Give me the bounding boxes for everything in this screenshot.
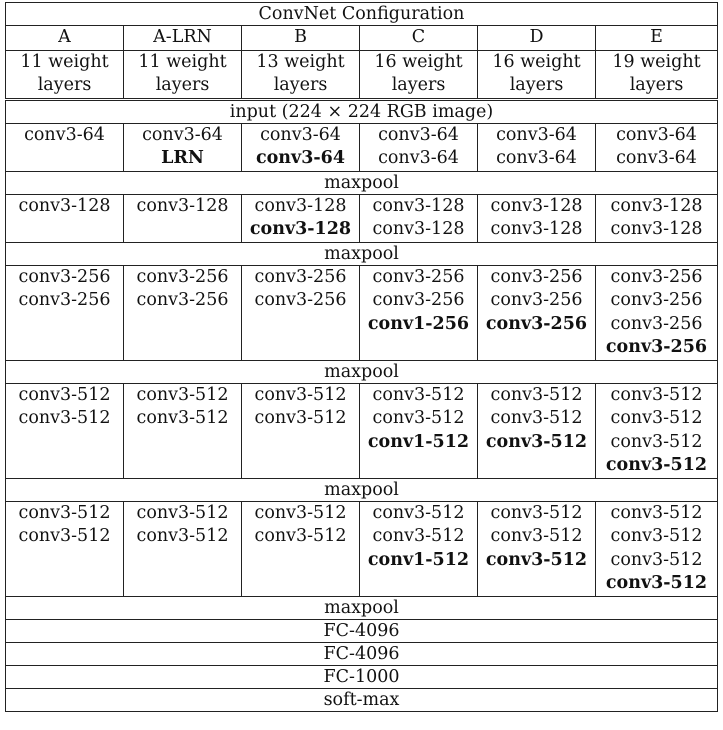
layer-cell-a [6, 123, 124, 171]
layer-name: conv3-512 [136, 526, 229, 546]
layer-cell-c [360, 265, 478, 360]
maxpool-row [6, 242, 718, 265]
layer-cell-d [478, 265, 596, 360]
layer-name: conv3-64 [496, 124, 577, 145]
layer-name: conv3-64 [496, 148, 577, 168]
layer-name: conv3-256 [18, 290, 111, 310]
added-layer: conv3-512 [485, 431, 588, 452]
config-name-row [6, 26, 718, 51]
layer-name: conv3-256 [372, 266, 465, 287]
input-row [6, 99, 718, 123]
maxpool-label: maxpool [6, 360, 718, 383]
layer-cell-a [6, 265, 124, 360]
layer-name: conv3-512 [490, 408, 583, 428]
config-name-b: B [242, 26, 360, 51]
layer-name: conv3-512 [18, 408, 111, 428]
layer-name: conv3-256 [490, 290, 583, 310]
config-name-c: C [360, 26, 478, 51]
layer-cell-c [360, 123, 478, 171]
layer-name: conv3-128 [490, 195, 583, 216]
added-layer: conv1-512 [367, 549, 470, 570]
layer-name: conv3-512 [372, 384, 465, 405]
layer-name: conv3-512 [610, 384, 703, 405]
layer-name: conv3-128 [18, 195, 111, 216]
layer-name: conv3-64 [616, 124, 697, 145]
depth-line: 16 weight [374, 51, 463, 72]
layer-cell-e [596, 383, 718, 478]
input-label: input (224 × 224 RGB image) [6, 99, 718, 123]
layer-cell-d [478, 123, 596, 171]
classifier-row [6, 619, 718, 642]
classifier-row [6, 688, 718, 711]
config-depth-b [242, 50, 360, 99]
layer-cell-c [360, 194, 478, 242]
layer-cell-a-lrn [124, 194, 242, 242]
layer-name: conv3-64 [260, 124, 341, 145]
layer-cell-a-lrn [124, 383, 242, 478]
fc-4096-label: FC-4096 [6, 642, 718, 665]
classifier-row [6, 596, 718, 619]
layer-name: conv3-512 [254, 526, 347, 546]
depth-line: 16 weight [492, 51, 581, 72]
added-layer: conv1-512 [367, 431, 470, 452]
layer-name: conv3-512 [18, 526, 111, 546]
classifier-row [6, 665, 718, 688]
config-depth-d [478, 50, 596, 99]
depth-line: layers [155, 75, 210, 95]
layer-name: conv3-512 [372, 526, 465, 546]
layer-cell-c [360, 501, 478, 596]
layer-cell-a-lrn [124, 123, 242, 171]
layer-cell-a [6, 501, 124, 596]
layer-name: conv3-512 [610, 502, 703, 523]
maxpool-row [6, 478, 718, 501]
layer-cell-b [242, 194, 360, 242]
layer-name: conv3-64 [24, 124, 105, 145]
layer-name: conv3-512 [136, 384, 229, 405]
fc-4096-label: FC-4096 [6, 619, 718, 642]
layer-name: conv3-512 [372, 408, 465, 428]
depth-line: 11 weight [20, 51, 109, 72]
depth-line: layers [37, 75, 92, 95]
maxpool-row [6, 171, 718, 194]
layer-name: conv3-256 [610, 266, 703, 287]
config-depth-a [6, 50, 124, 99]
layer-name: conv3-256 [372, 290, 465, 310]
layer-cell-a-lrn [124, 501, 242, 596]
layer-name: conv3-512 [610, 431, 703, 452]
layer-cell-b [242, 501, 360, 596]
layer-name: conv3-512 [610, 408, 703, 428]
layer-cell-a [6, 383, 124, 478]
maxpool-label: maxpool [6, 596, 718, 619]
layer-name: conv3-256 [136, 290, 229, 310]
layer-name: conv3-64 [142, 124, 223, 145]
layer-name: conv3-128 [372, 219, 465, 239]
config-depth-e [596, 50, 718, 99]
classifier-row [6, 642, 718, 665]
layer-block-row [6, 265, 718, 360]
added-layer: conv3-512 [485, 549, 588, 570]
depth-line: 19 weight [612, 51, 701, 72]
layer-cell-b [242, 123, 360, 171]
convnet-configuration-table [5, 2, 718, 712]
layer-cell-d [478, 194, 596, 242]
layer-name: conv3-256 [490, 266, 583, 287]
layer-name: conv3-512 [254, 408, 347, 428]
layer-name: conv3-512 [490, 526, 583, 546]
layer-name: conv3-128 [136, 195, 229, 216]
layer-name: conv3-512 [18, 502, 111, 523]
layer-name: conv3-64 [616, 148, 697, 168]
title-row [6, 3, 718, 26]
table-title: ConvNet Configuration [6, 3, 718, 26]
layer-name: conv3-512 [136, 502, 229, 523]
layer-name: conv3-256 [610, 290, 703, 310]
layer-cell-a-lrn [124, 265, 242, 360]
layer-name: conv3-64 [378, 124, 459, 145]
layer-name: conv3-256 [18, 266, 111, 287]
depth-line: layers [509, 75, 564, 95]
config-depth-c [360, 50, 478, 99]
depth-line: 13 weight [256, 51, 345, 72]
layer-name: conv3-512 [254, 502, 347, 523]
depth-line: 11 weight [138, 51, 227, 72]
layer-name: conv3-256 [610, 313, 703, 334]
added-layer: conv3-128 [249, 219, 352, 239]
layer-name: conv3-128 [372, 195, 465, 216]
layer-block-row [6, 501, 718, 596]
layer-name: conv3-128 [610, 219, 703, 239]
layer-cell-d [478, 501, 596, 596]
layer-name: conv3-256 [254, 290, 347, 310]
config-depth-row [6, 50, 718, 99]
layer-cell-a [6, 194, 124, 242]
layer-name: conv3-512 [136, 408, 229, 428]
config-name-a-lrn: A-LRN [124, 26, 242, 51]
layer-block-row [6, 123, 718, 171]
fc-1000-label: FC-1000 [6, 665, 718, 688]
layer-name: conv3-256 [254, 266, 347, 287]
layer-cell-d [478, 383, 596, 478]
layer-name: conv3-512 [490, 384, 583, 405]
config-name-a: A [6, 26, 124, 51]
maxpool-row [6, 360, 718, 383]
layer-cell-e [596, 501, 718, 596]
config-depth-a-lrn [124, 50, 242, 99]
added-layer: conv3-256 [605, 337, 708, 357]
layer-name: conv3-128 [490, 219, 583, 239]
softmax-label: soft-max [6, 688, 718, 711]
layer-name: conv3-512 [372, 502, 465, 523]
added-layer: conv3-512 [605, 573, 708, 593]
layer-cell-e [596, 194, 718, 242]
added-layer: conv3-512 [605, 455, 708, 475]
config-name-e: E [596, 26, 718, 51]
added-layer: conv1-256 [367, 313, 470, 334]
layer-name: conv3-512 [254, 384, 347, 405]
depth-line: layers [629, 75, 684, 95]
added-layer: conv3-64 [255, 148, 345, 168]
added-layer: LRN [161, 148, 204, 168]
layer-block-row [6, 383, 718, 478]
depth-line: layers [391, 75, 446, 95]
layer-cell-b [242, 383, 360, 478]
layer-name: conv3-64 [378, 148, 459, 168]
layer-cell-c [360, 383, 478, 478]
layer-name: conv3-128 [254, 195, 347, 216]
layer-cell-b [242, 265, 360, 360]
layer-name: conv3-512 [610, 526, 703, 546]
layer-cell-e [596, 123, 718, 171]
maxpool-label: maxpool [6, 478, 718, 501]
layer-name: conv3-512 [490, 502, 583, 523]
layer-block-row [6, 194, 718, 242]
layer-name: conv3-512 [18, 384, 111, 405]
layer-name: conv3-128 [610, 195, 703, 216]
depth-line: layers [273, 75, 328, 95]
maxpool-label: maxpool [6, 171, 718, 194]
added-layer: conv3-256 [485, 313, 588, 334]
layer-name: conv3-512 [610, 549, 703, 570]
maxpool-label: maxpool [6, 242, 718, 265]
config-name-d: D [478, 26, 596, 51]
layer-name: conv3-256 [136, 266, 229, 287]
layer-cell-e [596, 265, 718, 360]
